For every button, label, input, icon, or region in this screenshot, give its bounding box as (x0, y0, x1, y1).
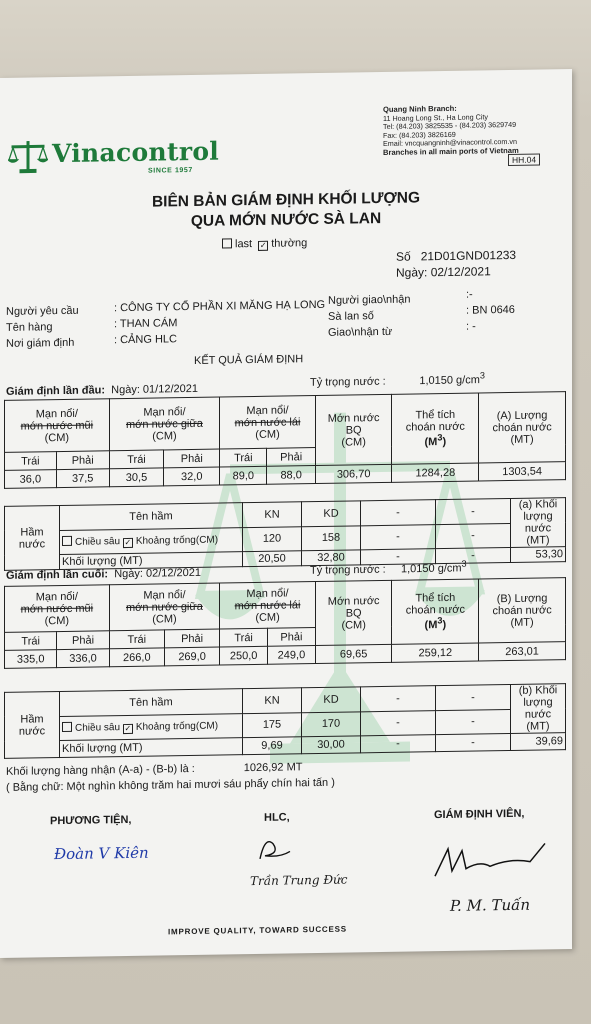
water-b-label-2: nước (MT) (524, 708, 552, 733)
from-label: Giao\nhận từ (328, 325, 393, 339)
last-header-fore (5, 585, 110, 633)
last-mid-right: 269,0 (164, 647, 219, 666)
last-hold-table (4, 683, 566, 759)
last-mid-left-header: Trái (109, 630, 164, 649)
branch-address: 11 Hoang Long St., Ha Long City (383, 111, 488, 123)
header-vol-3: (M (424, 436, 438, 449)
hold-dash-3: - (361, 524, 436, 550)
hlc-signature-mark-icon (255, 833, 295, 864)
last-header-mid-3: (CM) (152, 612, 177, 626)
normal-checkbox-checked[interactable]: ✓ (259, 240, 267, 250)
header-vol-sup: 3 (437, 432, 443, 443)
header-disp-b-1: (B) Lượng (496, 591, 548, 605)
last-aft-right: 249,0 (268, 646, 316, 665)
normal-label: thường (271, 237, 308, 250)
goods-label: Tên hàng (6, 321, 53, 334)
first-survey-date: Ngày: 01/12/2021 (111, 382, 198, 397)
first-mid-right: 32,0 (164, 467, 220, 486)
last-aft-right-header: Phải (268, 628, 316, 647)
vinacontrol-scale-logo-icon (8, 139, 48, 174)
first-draft-table (4, 391, 566, 489)
first-displacement: 1303,54 (479, 462, 566, 481)
last-survey-date: Ngày: 02/12/2021 (114, 566, 202, 581)
last-hold-label-2: nước (18, 724, 46, 738)
last-header-aft-2: mớn nước lái (234, 598, 301, 612)
last-header-vol-2: choán nước (405, 603, 465, 617)
ullage-checkbox-checked[interactable]: ✓ (124, 537, 132, 547)
last-mid-right-header: Phải (164, 629, 219, 648)
last-header-mean-2: BQ (345, 606, 362, 620)
vehicle-signature: Đoàn V Kiên (54, 843, 149, 864)
hold-dash-6: - (436, 547, 511, 563)
last-header-volume (392, 579, 479, 644)
from-value: : - (466, 320, 476, 333)
received-value: 1026,92 MT (243, 761, 303, 775)
header-mid-3: (CM) (152, 429, 177, 443)
hold-dash-1: - (361, 500, 436, 526)
header-disp-b-3: (MT) (510, 616, 534, 629)
last-hold-kn-header: KN (243, 688, 302, 713)
received-label: Khối lượng hàng nhận (A-a) - (B-b) là : (6, 762, 195, 778)
water-a-label-1: (a) Khối lượng (518, 498, 558, 523)
header-disp-a-3: (MT) (510, 433, 534, 446)
last-density (310, 559, 467, 577)
requester-value: : CÔNG TY CỔ PHẦN XI MĂNG HẠ LONG (114, 298, 326, 315)
depth-label: Chiều sâu (75, 535, 121, 548)
header-disp-a-1: (A) Lượng (496, 408, 548, 422)
doc-date (396, 264, 491, 279)
last-depth-label: Chiều sâu (75, 721, 121, 734)
inspector-signature: P. M. Tuấn (450, 895, 531, 915)
header-mean (315, 394, 392, 465)
last-volume: 259,12 (392, 643, 479, 662)
hold-ullage-row-label (60, 527, 243, 554)
last-fore-right-header: Phải (57, 631, 109, 650)
doc-date-value: 02/12/2021 (430, 264, 491, 280)
branch-email: Email: vncquangninh@vinacontrol.com.vn (383, 137, 517, 149)
header-aft-3: (CM) (255, 428, 280, 441)
last-mean-draft: 69,65 (315, 644, 392, 663)
received-in-words: ( Bằng chữ: Một nghìn không trăm hai mươi sáu phẩy chín hai tấn ) (6, 776, 335, 794)
water-total-b-label (511, 684, 566, 734)
doc-date-label: Ngày: (396, 265, 428, 280)
last-hold-kd-header: KD (302, 687, 361, 712)
deliver-label: Người giao\nhận (328, 293, 411, 307)
place-label: Nơi giám định (6, 336, 75, 350)
doc-number-label: Số (396, 249, 411, 264)
header-disp-b-2: choán nước (492, 603, 552, 617)
last-header-vol-1: Thể tích (415, 591, 456, 605)
first-survey-label: Giám định lần đầu: (6, 384, 106, 398)
last-density-sup: 3 (461, 558, 467, 569)
first-weight-kn: 20,50 (243, 551, 302, 567)
last-fore-left: 335,0 (5, 650, 57, 669)
header-vol-1: Thể tích (415, 408, 456, 422)
goods-value: : THAN CÁM (114, 317, 178, 331)
deliver-value: :- (466, 288, 473, 301)
last-ullage-kn: 175 (243, 712, 302, 737)
last-header-fore-1: Mạn nổi/ (35, 590, 78, 603)
last-fore-right: 336,0 (57, 649, 109, 668)
header-fore-3: (CM) (44, 431, 70, 444)
hold-kd-header: KD (302, 501, 361, 526)
last-mid-left: 266,0 (109, 648, 164, 667)
hold-label-2: nước (18, 537, 46, 551)
last-hold-name-header: Tên hầm (60, 689, 243, 716)
hold-label-1: Hầm (20, 525, 44, 539)
last-header-vol-4: ) (442, 619, 447, 632)
header-fore-1: Mạn nổi/ (35, 407, 78, 420)
branch-info (383, 104, 519, 158)
last-hold-label (5, 692, 60, 759)
document-sheet (0, 69, 572, 958)
ullage-label: Khoảng trống(CM) (135, 534, 219, 547)
fore-right-header: Phải (56, 451, 109, 470)
last-hold-dash-1: - (361, 686, 436, 712)
doc-number (396, 248, 516, 264)
last-ullage-label: Khoảng trống(CM) (135, 720, 219, 733)
last-label: last (235, 238, 253, 251)
first-ullage-kd: 158 (302, 525, 361, 550)
water-total-b-value: 39,69 (511, 733, 566, 751)
last-header-aft (220, 582, 316, 630)
last-header-mid-2: mớn nước giữa (126, 600, 203, 614)
last-header-mean (315, 580, 392, 645)
last-hold-dash-5: - (361, 735, 436, 753)
mid-left-header: Trái (109, 450, 164, 469)
header-fore-2: mớn nước mũi (20, 419, 94, 433)
water-a-label-2: nước (MT) (524, 522, 552, 547)
last-survey-label: Giám định lần cuối: (6, 568, 109, 582)
document-title-line1: BIÊN BẢN GIÁM ĐỊNH KHỐI LƯỢNG (151, 189, 421, 211)
logo-text: Vinacontrol (52, 136, 220, 169)
header-vol-4: ) (442, 436, 447, 449)
branch-title: Quang Ninh Branch: (383, 103, 457, 114)
place-value: : CẢNG HLC (114, 333, 177, 347)
mid-right-header: Phải (164, 449, 220, 468)
last-header-mid (109, 583, 220, 631)
header-mean-2: BQ (345, 423, 362, 437)
first-fore-right: 37,5 (56, 469, 109, 488)
last-header-mean-3: (CM) (341, 618, 366, 632)
barge-value: : BN 0646 (466, 303, 515, 317)
first-fore-left: 36,0 (5, 470, 57, 489)
first-hold-table (4, 497, 566, 571)
last-hold-label-1: Hầm (20, 712, 44, 726)
last-weight-kn: 9,69 (243, 737, 302, 755)
last-displacement: 263,01 (479, 642, 566, 661)
last-header-vol-3: (M (424, 619, 438, 632)
last-hold-weight-row-label: Khối lượng (MT) (60, 738, 243, 758)
header-mean-3: (CM) (341, 435, 366, 449)
hold-dash-5: - (361, 549, 436, 565)
water-b-label-1: (b) Khối lượng (518, 684, 558, 709)
first-volume: 1284,28 (392, 463, 479, 482)
inspector-signature-label: GIÁM ĐỊNH VIÊN, (434, 807, 525, 822)
branch-tel: Tel: (84.203) 3825535 - (84.203) 3629749 (383, 120, 517, 132)
last-weight-kd: 30,00 (302, 736, 361, 754)
header-mean-1: Mớn nước (327, 411, 380, 425)
first-mean-draft: 306,70 (315, 464, 392, 483)
header-aft-2: mớn nước lái (234, 415, 301, 429)
fore-left-header: Trái (5, 452, 57, 471)
depth-checkbox[interactable] (62, 536, 72, 546)
requester-label: Người yêu cầu (6, 304, 79, 318)
form-code-badge: HH.04 (508, 154, 540, 167)
header-volume (392, 393, 479, 464)
footer-slogan: IMPROVE QUALITY, TOWARD SUCCESS (168, 924, 347, 937)
last-depth-checkbox[interactable] (62, 722, 72, 732)
header-mid-1: Mạn nổi/ (143, 405, 186, 419)
last-header-fore-2: mớn nước mũi (20, 602, 94, 616)
last-header-mean-1: Mớn nước (327, 594, 380, 608)
hold-label (5, 506, 60, 571)
first-survey-heading (6, 383, 198, 398)
branch-fax: Fax: (84.203) 3826169 (383, 129, 456, 140)
aft-left-header: Trái (220, 448, 267, 467)
last-hold-ullage-row-label (60, 713, 243, 740)
header-disp-a-2: choán nước (492, 420, 552, 434)
result-title: KẾT QUẢ GIÁM ĐỊNH (194, 353, 304, 367)
header-mid (109, 397, 220, 451)
branch-ports: Branches in all main ports of Vietnam (383, 145, 519, 157)
first-density-label: Tỷ trọng nước : (310, 375, 386, 389)
first-weight-kd: 32,80 (302, 550, 361, 566)
water-total-a-label (511, 498, 566, 548)
last-header-aft-1: Mạn nổi/ (246, 586, 289, 600)
hold-dash-2: - (436, 498, 511, 524)
last-hold-dash-4: - (436, 709, 511, 735)
logo-since: SINCE 1957 (148, 166, 193, 175)
last-survey-heading (6, 567, 201, 582)
last-checkbox[interactable] (222, 238, 232, 248)
last-density-value: 1,0150 g/cm (401, 562, 462, 576)
last-header-fore-3: (CM) (44, 614, 70, 627)
first-ullage-kn: 120 (243, 526, 302, 551)
last-header-mid-1: Mạn nổi/ (143, 588, 186, 602)
last-fore-left-header: Trái (5, 632, 57, 651)
first-aft-left: 89,0 (220, 466, 267, 485)
first-density (310, 370, 485, 388)
header-fore (5, 399, 110, 453)
vehicle-signature-label: PHƯƠNG TIỆN, (50, 813, 132, 828)
last-hold-dash-3: - (361, 710, 436, 736)
header-mid-2: mớn nước giữa (126, 417, 203, 431)
last-hold-dash-6: - (436, 733, 511, 751)
last-draft-table (4, 577, 566, 669)
last-header-aft-3: (CM) (255, 611, 280, 624)
hlc-signature: Trần Trung Đức (250, 872, 348, 889)
header-aft-1: Mạn nổi/ (246, 403, 289, 417)
hold-kn-header: KN (243, 502, 302, 527)
inspector-signature-mark-icon (430, 839, 550, 881)
header-aft (220, 396, 316, 450)
water-total-a-value: 53,30 (511, 547, 566, 563)
first-aft-right: 88,0 (267, 466, 315, 485)
type-options (222, 237, 307, 251)
last-aft-left: 250,0 (220, 646, 268, 665)
last-hold-dash-2: - (436, 684, 511, 710)
barge-label: Sà lan số (328, 310, 374, 323)
hold-name-header: Tên hầm (60, 503, 243, 530)
last-ullage-checkbox-checked[interactable]: ✓ (124, 723, 132, 733)
first-mid-left: 30,5 (109, 468, 164, 487)
hold-dash-4: - (436, 523, 511, 549)
first-density-sup: 3 (479, 370, 485, 381)
header-vol-2: choán nước (405, 420, 465, 434)
header-displacement-a (479, 392, 566, 463)
document-title-line2: QUA MỚN NƯỚC SÀ LAN (190, 210, 382, 231)
last-header-vol-sup: 3 (437, 615, 443, 626)
doc-number-value: 21D01GND01233 (420, 247, 517, 264)
first-density-value: 1,0150 g/cm (419, 374, 480, 388)
header-displacement-b (479, 578, 566, 643)
last-ullage-kd: 170 (302, 711, 361, 736)
hold-weight-row-label: Khối lượng (MT) (60, 552, 243, 570)
hlc-signature-label: HLC, (264, 811, 290, 824)
aft-right-header: Phải (267, 448, 315, 467)
last-aft-left-header: Trái (220, 628, 268, 647)
last-density-label: Tỷ trọng nước : (310, 563, 386, 577)
